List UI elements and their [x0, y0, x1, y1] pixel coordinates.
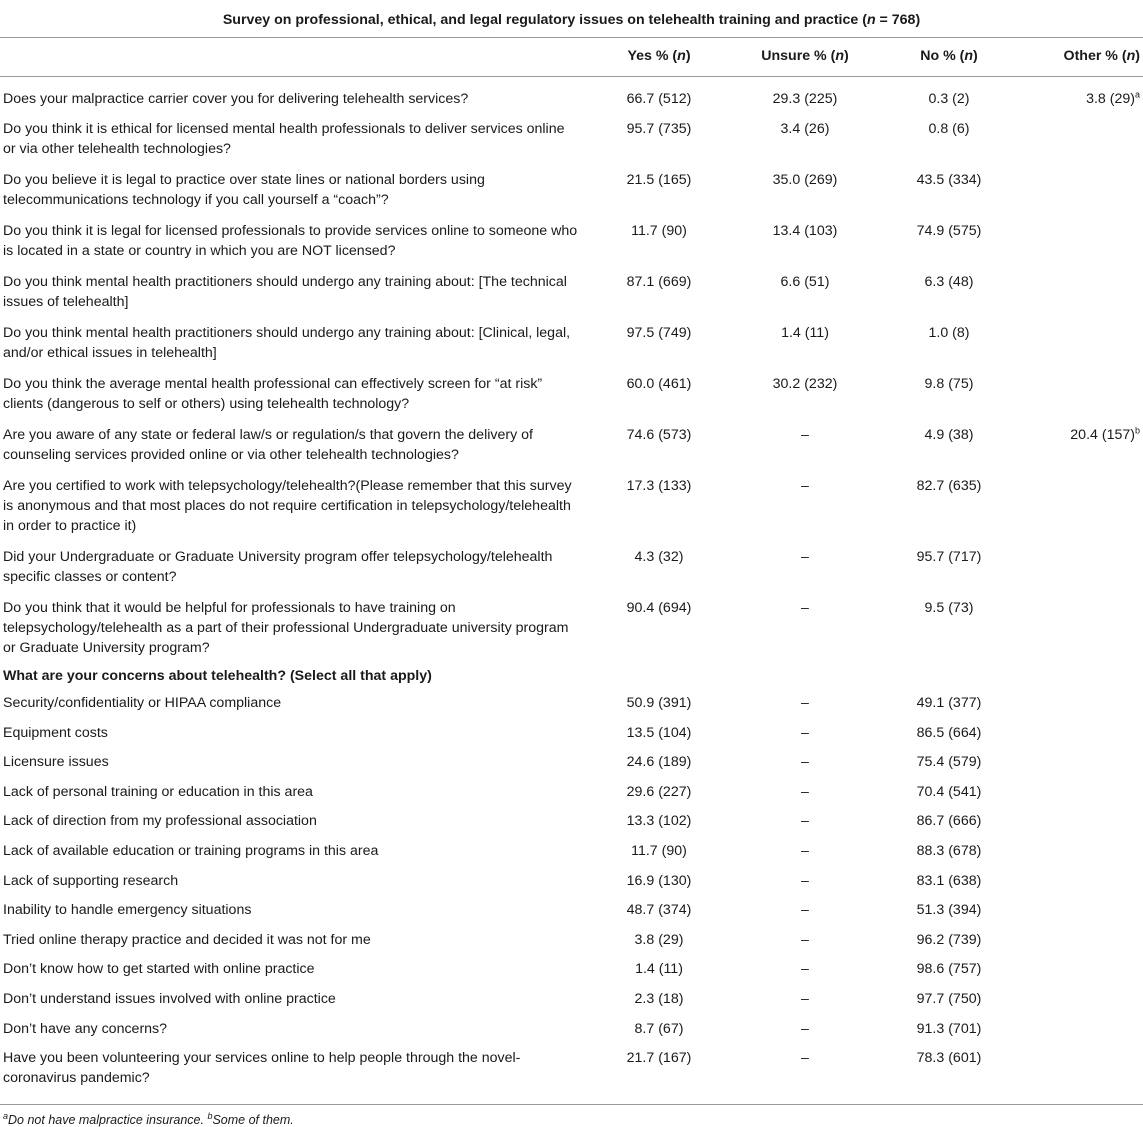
no-cell: [880, 1016, 1018, 1046]
table-row: [0, 544, 1143, 595]
unsure-cell-text: –: [801, 478, 809, 494]
yes-cell-text: 16.9 (130): [626, 872, 692, 889]
unsure-cell: [730, 986, 880, 1016]
question-cell-text: Do you think the average mental health professional can effectively screen for “at risk” clients (dangerous to self or others) using telehealth technology?: [3, 376, 543, 412]
concern-cell: [0, 749, 588, 779]
no-cell-text: 86.7 (666): [916, 813, 982, 830]
no-cell-text: 1.0 (8): [928, 325, 970, 341]
unsure-cell-text: –: [801, 754, 809, 771]
concern-cell-text: Don’t know how to get started with online practice: [3, 961, 315, 978]
table-row: [0, 927, 1143, 957]
unsure-cell: [730, 897, 880, 927]
question-cell: [0, 167, 588, 218]
concern-cell: [0, 868, 588, 898]
question-cell-text: Do you think that it would be helpful for professionals to have training on telepsychology/telehealth as a part of their professional Undergraduate university program or Graduate University program?: [3, 600, 569, 656]
section-heading-row: [0, 666, 1143, 690]
unsure-cell-text: 30.2 (232): [772, 376, 838, 392]
header-yes: Yes % (n): [588, 38, 730, 77]
unsure-cell-text: –: [801, 549, 809, 565]
yes-cell-text: 95.7 (735): [626, 121, 692, 137]
no-cell: [880, 927, 1018, 957]
yes-cell-text: 50.9 (391): [626, 695, 692, 711]
table-row: [0, 269, 1143, 320]
no-cell: [880, 595, 1018, 666]
question-cell: [0, 544, 588, 595]
other-cell: [1018, 1045, 1143, 1104]
table-row: [0, 897, 1143, 927]
concern-cell-text: Tried online therapy practice and decided it was not for me: [3, 931, 371, 948]
no-cell: [880, 218, 1018, 269]
concern-cell: [0, 1016, 588, 1046]
yes-cell: [588, 956, 730, 986]
unsure-cell-text: 1.4 (11): [781, 325, 829, 341]
question-cell-text: Are you aware of any state or federal law/s or regulation/s that govern the delivery of counseling services provided online or via other telehealth technologies?: [3, 427, 533, 463]
concern-cell-text: Don’t have any concerns?: [3, 1020, 168, 1037]
no-cell-text: 96.2 (739): [916, 931, 982, 948]
no-cell-text: 86.5 (664): [916, 724, 982, 741]
unsure-cell: [730, 167, 880, 218]
other-cell: [1018, 371, 1143, 422]
unsure-cell: [730, 116, 880, 167]
unsure-cell-text: 13.4 (103): [772, 223, 838, 239]
concern-cell: [0, 986, 588, 1016]
header-question: [0, 38, 588, 77]
no-cell-text: 95.7 (717): [916, 549, 982, 565]
yes-cell: [588, 422, 730, 473]
yes-cell-text: 11.7 (90): [631, 842, 687, 859]
unsure-cell: [730, 838, 880, 868]
footnote-a-mark: a: [3, 1110, 9, 1121]
unsure-cell-text: –: [801, 724, 809, 741]
concern-cell: [0, 1045, 588, 1104]
yes-cell: [588, 690, 730, 720]
other-cell: [1018, 986, 1143, 1016]
concern-cell: [0, 690, 588, 720]
yes-cell: [588, 1016, 730, 1046]
unsure-cell-text: –: [801, 695, 809, 711]
no-cell-text: 0.8 (6): [928, 121, 970, 137]
header-no: No % (n): [880, 38, 1018, 77]
yes-cell: [588, 320, 730, 371]
no-cell-text: 98.6 (757): [916, 961, 982, 978]
no-cell-text: 74.9 (575): [916, 223, 982, 239]
unsure-cell: [730, 320, 880, 371]
table-row: [0, 1045, 1143, 1104]
table-title: Survey on professional, ethical, and legal regulatory issues on telehealth training and practice (n = 768): [222, 12, 921, 28]
yes-cell: [588, 1045, 730, 1104]
concern-cell: [0, 808, 588, 838]
no-cell: [880, 371, 1018, 422]
unsure-cell: [730, 956, 880, 986]
yes-cell-text: 21.5 (165): [626, 172, 692, 188]
unsure-cell: [730, 218, 880, 269]
question-cell: [0, 595, 588, 666]
header-other: Other % (n): [1018, 38, 1143, 77]
no-cell: [880, 868, 1018, 898]
unsure-cell: [730, 1016, 880, 1046]
concern-cell-text: Lack of direction from my professional association: [3, 813, 317, 830]
footnote-b: Some of them.: [212, 1113, 294, 1127]
yes-cell-text: 2.3 (18): [634, 990, 684, 1007]
other-cell-text: 3.8 (29): [1086, 91, 1135, 107]
yes-cell: [588, 371, 730, 422]
unsure-cell: [730, 868, 880, 898]
other-cell: [1018, 897, 1143, 927]
other-cell: [1018, 320, 1143, 371]
other-cell-text: 20.4 (157): [1070, 427, 1135, 443]
other-cell: [1018, 218, 1143, 269]
yes-cell-text: 90.4 (694): [626, 600, 692, 616]
question-cell-text: Do you think it is legal for licensed professionals to provide services online to someone who is located in a state or country in which you are NOT licensed?: [3, 223, 578, 259]
no-cell: [880, 838, 1018, 868]
no-cell-text: 78.3 (601): [916, 1050, 982, 1067]
question-cell-text: Do you think it is ethical for licensed mental health professionals to deliver services online or via other telehealth technologies?: [3, 121, 565, 157]
other-cell: [1018, 838, 1143, 868]
unsure-cell: [730, 371, 880, 422]
other-cell: [1018, 927, 1143, 957]
unsure-cell: [730, 544, 880, 595]
yes-cell: [588, 838, 730, 868]
other-cell: [1018, 167, 1143, 218]
yes-cell-text: 21.7 (167): [626, 1050, 692, 1067]
other-cell: [1018, 690, 1143, 720]
header-row: [0, 38, 1143, 77]
other-cell: [1018, 1016, 1143, 1046]
other-cell: [1018, 473, 1143, 544]
yes-cell: [588, 808, 730, 838]
table-row: [0, 749, 1143, 779]
unsure-cell-text: –: [801, 872, 809, 889]
unsure-cell: [730, 927, 880, 957]
table-row: [0, 116, 1143, 167]
yes-cell: [588, 986, 730, 1016]
question-cell-text: Does your malpractice carrier cover you for delivering telehealth services?: [3, 91, 469, 107]
question-cell-text: Did your Undergraduate or Graduate University program offer telepsychology/telehealth specific classes or content?: [3, 549, 553, 585]
no-cell-text: 9.5 (73): [924, 600, 974, 616]
table-row: [0, 779, 1143, 809]
no-cell: [880, 77, 1018, 117]
no-cell: [880, 779, 1018, 809]
concern-cell: [0, 838, 588, 868]
yes-cell-text: 24.6 (189): [626, 754, 692, 771]
table-row: [0, 218, 1143, 269]
unsure-cell-text: –: [801, 813, 809, 830]
concern-cell: [0, 720, 588, 750]
yes-cell-text: 74.6 (573): [626, 427, 692, 443]
yes-cell: [588, 269, 730, 320]
unsure-cell: [730, 808, 880, 838]
other-cell: [1018, 808, 1143, 838]
table-row: [0, 838, 1143, 868]
concern-cell-text: Inability to handle emergency situations: [3, 902, 252, 919]
unsure-cell-text: –: [801, 783, 809, 800]
yes-cell: [588, 77, 730, 117]
other-cell: [1018, 544, 1143, 595]
unsure-cell: [730, 473, 880, 544]
header-unsure: Unsure % (n): [730, 38, 880, 77]
concern-cell-text: Don’t understand issues involved with online practice: [3, 990, 336, 1007]
yes-cell: [588, 116, 730, 167]
no-cell: [880, 167, 1018, 218]
no-cell: [880, 116, 1018, 167]
unsure-cell-text: –: [801, 990, 809, 1007]
table-row: [0, 422, 1143, 473]
question-cell: [0, 473, 588, 544]
other-cell: [1018, 749, 1143, 779]
unsure-cell-text: –: [801, 931, 809, 948]
unsure-cell: [730, 749, 880, 779]
yes-cell-text: 97.5 (749): [626, 325, 692, 341]
no-cell-text: 88.3 (678): [916, 842, 982, 859]
no-cell-text: 97.7 (750): [916, 990, 982, 1007]
concern-cell: [0, 956, 588, 986]
concern-cell-text: Lack of personal training or education in this area: [3, 783, 313, 800]
unsure-cell-text: 6.6 (51): [780, 274, 830, 290]
no-cell: [880, 269, 1018, 320]
footnote-a: Do not have malpractice insurance.: [8, 1113, 204, 1127]
unsure-cell-text: –: [801, 961, 809, 978]
no-cell: [880, 956, 1018, 986]
table-body: [0, 77, 1143, 1105]
no-cell: [880, 544, 1018, 595]
question-cell: [0, 371, 588, 422]
unsure-cell-text: 35.0 (269): [772, 172, 838, 188]
unsure-cell: [730, 77, 880, 117]
no-cell-text: 91.3 (701): [916, 1020, 982, 1037]
unsure-cell-text: 3.4 (26): [780, 121, 830, 137]
table-row: [0, 1016, 1143, 1046]
concern-cell-text: Lack of supporting research: [3, 872, 179, 889]
footnote-ref: b: [1134, 425, 1140, 436]
other-cell: [1018, 720, 1143, 750]
unsure-cell: [730, 1045, 880, 1104]
no-cell: [880, 986, 1018, 1016]
other-cell: [1018, 779, 1143, 809]
question-cell: [0, 116, 588, 167]
unsure-cell: [730, 690, 880, 720]
no-cell-text: 75.4 (579): [916, 754, 982, 771]
concern-cell-text: Have you been volunteering your services online to help people through the novel-coronavirus pandemic?: [3, 1050, 521, 1087]
table-row: [0, 720, 1143, 750]
no-cell-text: 51.3 (394): [916, 902, 982, 919]
yes-cell-text: 13.5 (104): [626, 724, 692, 741]
table-row: [0, 868, 1143, 898]
other-cell: [1018, 77, 1143, 117]
unsure-cell-text: 29.3 (225): [772, 91, 838, 107]
yes-cell: [588, 779, 730, 809]
question-cell-text: Do you think mental health practitioners should undergo any training about: [Clinical, legal, and/or ethical issues in telehealth]: [3, 325, 571, 361]
no-cell: [880, 1045, 1018, 1104]
question-cell-text: Do you believe it is legal to practice over state lines or national borders using telecommunications technology if you call yourself a “coach”?: [3, 172, 485, 208]
other-cell: [1018, 956, 1143, 986]
no-cell-text: 0.3 (2): [928, 91, 970, 107]
table-row: [0, 320, 1143, 371]
concern-cell-text: Licensure issues: [3, 754, 109, 771]
table-row: [0, 986, 1143, 1016]
unsure-cell-text: –: [801, 902, 809, 919]
no-cell-text: 70.4 (541): [916, 783, 982, 800]
yes-cell: [588, 868, 730, 898]
table-row: [0, 956, 1143, 986]
concern-cell: [0, 927, 588, 957]
section-heading: What are your concerns about telehealth? (Select all that apply): [3, 668, 432, 684]
unsure-cell: [730, 422, 880, 473]
no-cell: [880, 808, 1018, 838]
table-row: [0, 595, 1143, 666]
question-cell-text: Do you think mental health practitioners should undergo any training about: [The technical issues of telehealth]: [3, 274, 567, 310]
other-cell: [1018, 269, 1143, 320]
footnote-b-mark: b: [207, 1110, 213, 1121]
no-cell: [880, 720, 1018, 750]
other-cell: [1018, 422, 1143, 473]
yes-cell-text: 60.0 (461): [626, 376, 692, 392]
concern-cell-text: Security/confidentiality or HIPAA compliance: [3, 695, 282, 711]
table-row: [0, 167, 1143, 218]
no-cell: [880, 422, 1018, 473]
table-row: [0, 473, 1143, 544]
yes-cell-text: 29.6 (227): [626, 783, 692, 800]
no-cell-text: 9.8 (75): [924, 376, 974, 392]
no-cell: [880, 473, 1018, 544]
yes-cell-text: 3.8 (29): [634, 931, 684, 948]
other-cell: [1018, 868, 1143, 898]
unsure-cell-text: –: [801, 600, 809, 616]
unsure-cell-text: –: [801, 842, 809, 859]
no-cell: [880, 749, 1018, 779]
question-cell-text: Are you certified to work with telepsychology/telehealth?(Please remember that this survey is anonymous and that most places do not require certification in telepsychology/telehealth in order to practice it): [3, 478, 572, 534]
yes-cell: [588, 544, 730, 595]
no-cell: [880, 897, 1018, 927]
yes-cell-text: 13.3 (102): [626, 813, 692, 830]
footnote-ref: a: [1134, 89, 1140, 100]
yes-cell-text: 17.3 (133): [626, 478, 692, 494]
yes-cell: [588, 720, 730, 750]
yes-cell: [588, 927, 730, 957]
yes-cell-text: 8.7 (67): [634, 1020, 684, 1037]
yes-cell: [588, 473, 730, 544]
no-cell-text: 43.5 (334): [916, 172, 982, 188]
concern-cell: [0, 779, 588, 809]
unsure-cell: [730, 595, 880, 666]
yes-cell: [588, 218, 730, 269]
yes-cell-text: 4.3 (32): [634, 549, 684, 565]
table-row: [0, 77, 1143, 117]
question-cell: [0, 422, 588, 473]
no-cell-text: 49.1 (377): [916, 695, 982, 711]
concern-cell-text: Equipment costs: [3, 724, 108, 741]
yes-cell-text: 1.4 (11): [635, 961, 683, 978]
no-cell-text: 82.7 (635): [916, 478, 982, 494]
unsure-cell-text: –: [801, 1020, 809, 1037]
no-cell: [880, 320, 1018, 371]
question-cell: [0, 218, 588, 269]
table-footnotes: [0, 1104, 1143, 1127]
concern-cell-text: Lack of available education or training programs in this area: [3, 842, 379, 859]
unsure-cell: [730, 779, 880, 809]
unsure-cell-text: –: [801, 427, 809, 443]
yes-cell-text: 11.7 (90): [631, 223, 687, 239]
survey-table: [0, 37, 1143, 1104]
no-cell-text: 6.3 (48): [924, 274, 974, 290]
table-row: [0, 690, 1143, 720]
yes-cell-text: 87.1 (669): [626, 274, 692, 290]
other-cell: [1018, 116, 1143, 167]
unsure-cell-text: –: [801, 1050, 809, 1067]
no-cell-text: 4.9 (38): [924, 427, 974, 443]
yes-cell-text: 48.7 (374): [626, 902, 692, 919]
yes-cell: [588, 749, 730, 779]
no-cell-text: 83.1 (638): [916, 872, 982, 889]
table-row: [0, 808, 1143, 838]
table-row: [0, 371, 1143, 422]
question-cell: [0, 320, 588, 371]
yes-cell: [588, 167, 730, 218]
yes-cell-text: 66.7 (512): [626, 91, 692, 107]
concern-cell: [0, 897, 588, 927]
no-cell: [880, 690, 1018, 720]
yes-cell: [588, 897, 730, 927]
question-cell: [0, 269, 588, 320]
yes-cell: [588, 595, 730, 666]
unsure-cell: [730, 720, 880, 750]
question-cell: [0, 77, 588, 117]
other-cell: [1018, 595, 1143, 666]
unsure-cell: [730, 269, 880, 320]
